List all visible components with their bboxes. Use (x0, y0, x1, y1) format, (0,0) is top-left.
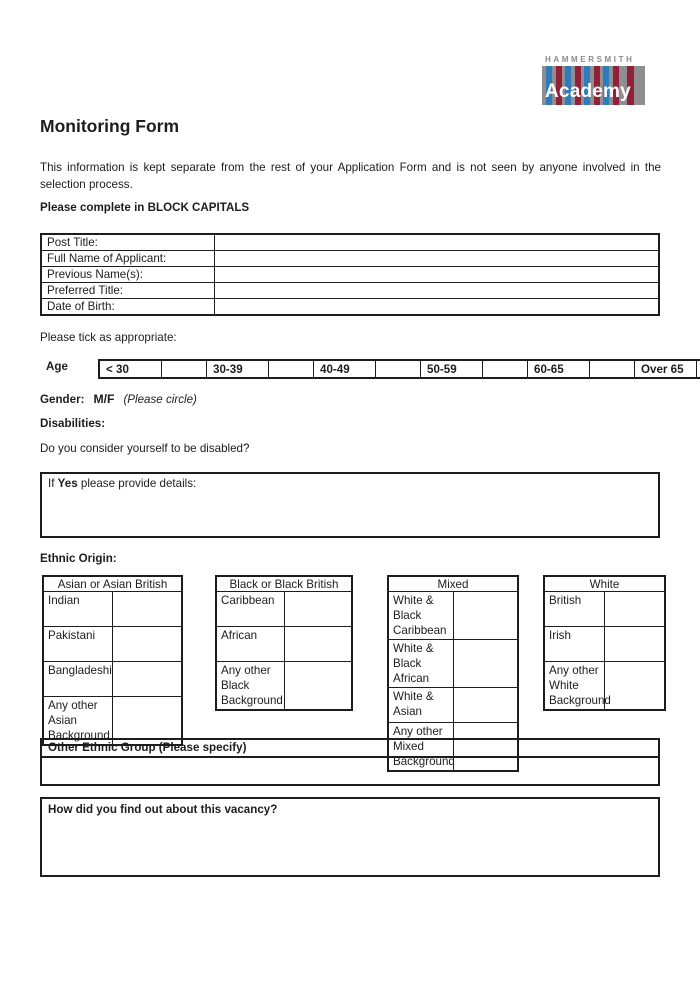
applicant-field-label: Previous Name(s): (41, 267, 215, 283)
intro-text: This information is kept separate from the rest of your Application Form and is not seen by anyone involved in the selection process. (40, 161, 661, 191)
age-tick-cell[interactable] (590, 360, 635, 378)
age-tick-cell[interactable] (376, 360, 421, 378)
block-capitals-note: Please complete in BLOCK CAPITALS (40, 201, 250, 214)
table-row (41, 283, 659, 299)
table-row (43, 576, 182, 592)
ethnic-option-label: British (544, 592, 605, 627)
ethnic-tick-cell[interactable] (284, 627, 352, 662)
applicant-field-label: Full Name of Applicant: (41, 251, 215, 267)
applicant-details-table (40, 233, 660, 316)
full-name-input[interactable] (215, 251, 660, 267)
vacancy-question: How did you find out about this vacancy? (48, 803, 278, 816)
table-row (544, 576, 665, 592)
other-ethnic-group-heading: Other Ethnic Group (Please specify) (42, 740, 658, 758)
ethnic-tick-cell[interactable] (453, 592, 518, 640)
ethnic-group-table-asian (42, 575, 183, 746)
details-suffix: please provide details: (77, 477, 197, 490)
gender-label: Gender: (40, 393, 85, 406)
table-row (43, 662, 182, 697)
table-row (43, 627, 182, 662)
academy-logo (542, 66, 645, 105)
ethnic-option-label: White & Asian (388, 688, 453, 723)
ethnic-option-label: White & Black Caribbean (388, 592, 453, 640)
disability-question: Do you consider yourself to be disabled? (40, 442, 250, 455)
ethnic-origin-heading: Ethnic Origin: (40, 552, 117, 565)
table-row (216, 576, 352, 592)
gender-hint: (Please circle) (123, 393, 197, 406)
age-label: Age (46, 360, 68, 373)
other-ethnic-group-input[interactable] (42, 758, 658, 783)
table-row (544, 627, 665, 662)
age-tick-cell[interactable] (162, 360, 207, 378)
logo-name: Academy (545, 81, 631, 102)
age-range-label: Over 65 (635, 360, 697, 378)
table-row (41, 299, 659, 316)
ethnic-tick-cell[interactable] (113, 662, 183, 697)
table-row (43, 592, 182, 627)
ethnic-option-label: African (216, 627, 284, 662)
logo-wordmark: HAMMERSMITH (545, 55, 635, 64)
ethnic-tick-cell[interactable] (605, 662, 666, 711)
ethnic-tick-cell[interactable] (284, 592, 352, 627)
table-row (544, 592, 665, 627)
preferred-title-input[interactable] (215, 283, 660, 299)
age-tick-cell[interactable] (483, 360, 528, 378)
table-row (388, 592, 518, 640)
gender-options[interactable]: M/F (93, 392, 115, 406)
post-title-input[interactable] (215, 234, 660, 251)
table-row (99, 360, 700, 378)
age-range-label: 40-49 (314, 360, 376, 378)
applicant-field-label: Date of Birth: (41, 299, 215, 316)
age-range-label: < 30 (99, 360, 162, 378)
table-row (41, 234, 659, 251)
applicant-field-label: Preferred Title: (41, 283, 215, 299)
other-ethnic-group-box (40, 738, 660, 786)
table-row (41, 251, 659, 267)
ethnic-tick-cell[interactable] (113, 627, 183, 662)
page-title: Monitoring Form (40, 116, 180, 136)
ethnic-option-label: Irish (544, 627, 605, 662)
ethnic-tick-cell[interactable] (284, 662, 352, 711)
ethnic-tick-cell[interactable] (453, 640, 518, 688)
details-emphasis: Yes (57, 477, 78, 490)
age-range-label: 50-59 (421, 360, 483, 378)
table-row (216, 662, 352, 711)
vacancy-source-box[interactable] (40, 797, 660, 877)
ethnic-option-label: Any other Asian Background (43, 697, 113, 746)
ethnic-option-label: Bangladeshi (43, 662, 113, 697)
ethnic-group-header: Asian or Asian British (43, 576, 182, 592)
ethnic-group-header: Black or Black British (216, 576, 352, 592)
age-range-label: 30-39 (207, 360, 269, 378)
details-prefix: If (48, 477, 58, 490)
table-row (216, 592, 352, 627)
disability-details-box[interactable] (40, 472, 660, 538)
ethnic-option-label: Caribbean (216, 592, 284, 627)
ethnic-group-header: White (544, 576, 665, 592)
ethnic-tick-cell[interactable] (605, 592, 666, 627)
ethnic-group-header: Mixed (388, 576, 518, 592)
ethnic-option-label: Pakistani (43, 627, 113, 662)
ethnic-option-label: Indian (43, 592, 113, 627)
ethnic-tick-cell[interactable] (453, 688, 518, 723)
table-row (388, 576, 518, 592)
gender-line (40, 392, 197, 406)
table-row (216, 627, 352, 662)
table-row (388, 640, 518, 688)
ethnic-group-table-white (543, 575, 666, 711)
ethnic-group-table-black (215, 575, 353, 711)
table-row (41, 267, 659, 283)
table-row (544, 662, 665, 711)
ethnic-tick-cell[interactable] (605, 627, 666, 662)
previous-names-input[interactable] (215, 267, 660, 283)
ethnic-option-label: Any other Black Background (216, 662, 284, 711)
age-tick-cell[interactable] (269, 360, 314, 378)
ethnic-option-label: White & Black African (388, 640, 453, 688)
table-row (388, 688, 518, 723)
tick-note: Please tick as appropriate: (40, 331, 177, 344)
applicant-field-label: Post Title: (41, 234, 215, 251)
date-of-birth-input[interactable] (215, 299, 660, 316)
ethnic-tick-cell[interactable] (113, 592, 183, 627)
age-tick-cell[interactable] (697, 360, 700, 378)
age-table (98, 359, 700, 379)
ethnic-option-label: Any other Mixed Background (388, 723, 453, 772)
age-range-label: 60-65 (528, 360, 590, 378)
ethnic-option-label: Any other White Background (544, 662, 605, 711)
disabilities-heading: Disabilities: (40, 417, 106, 430)
